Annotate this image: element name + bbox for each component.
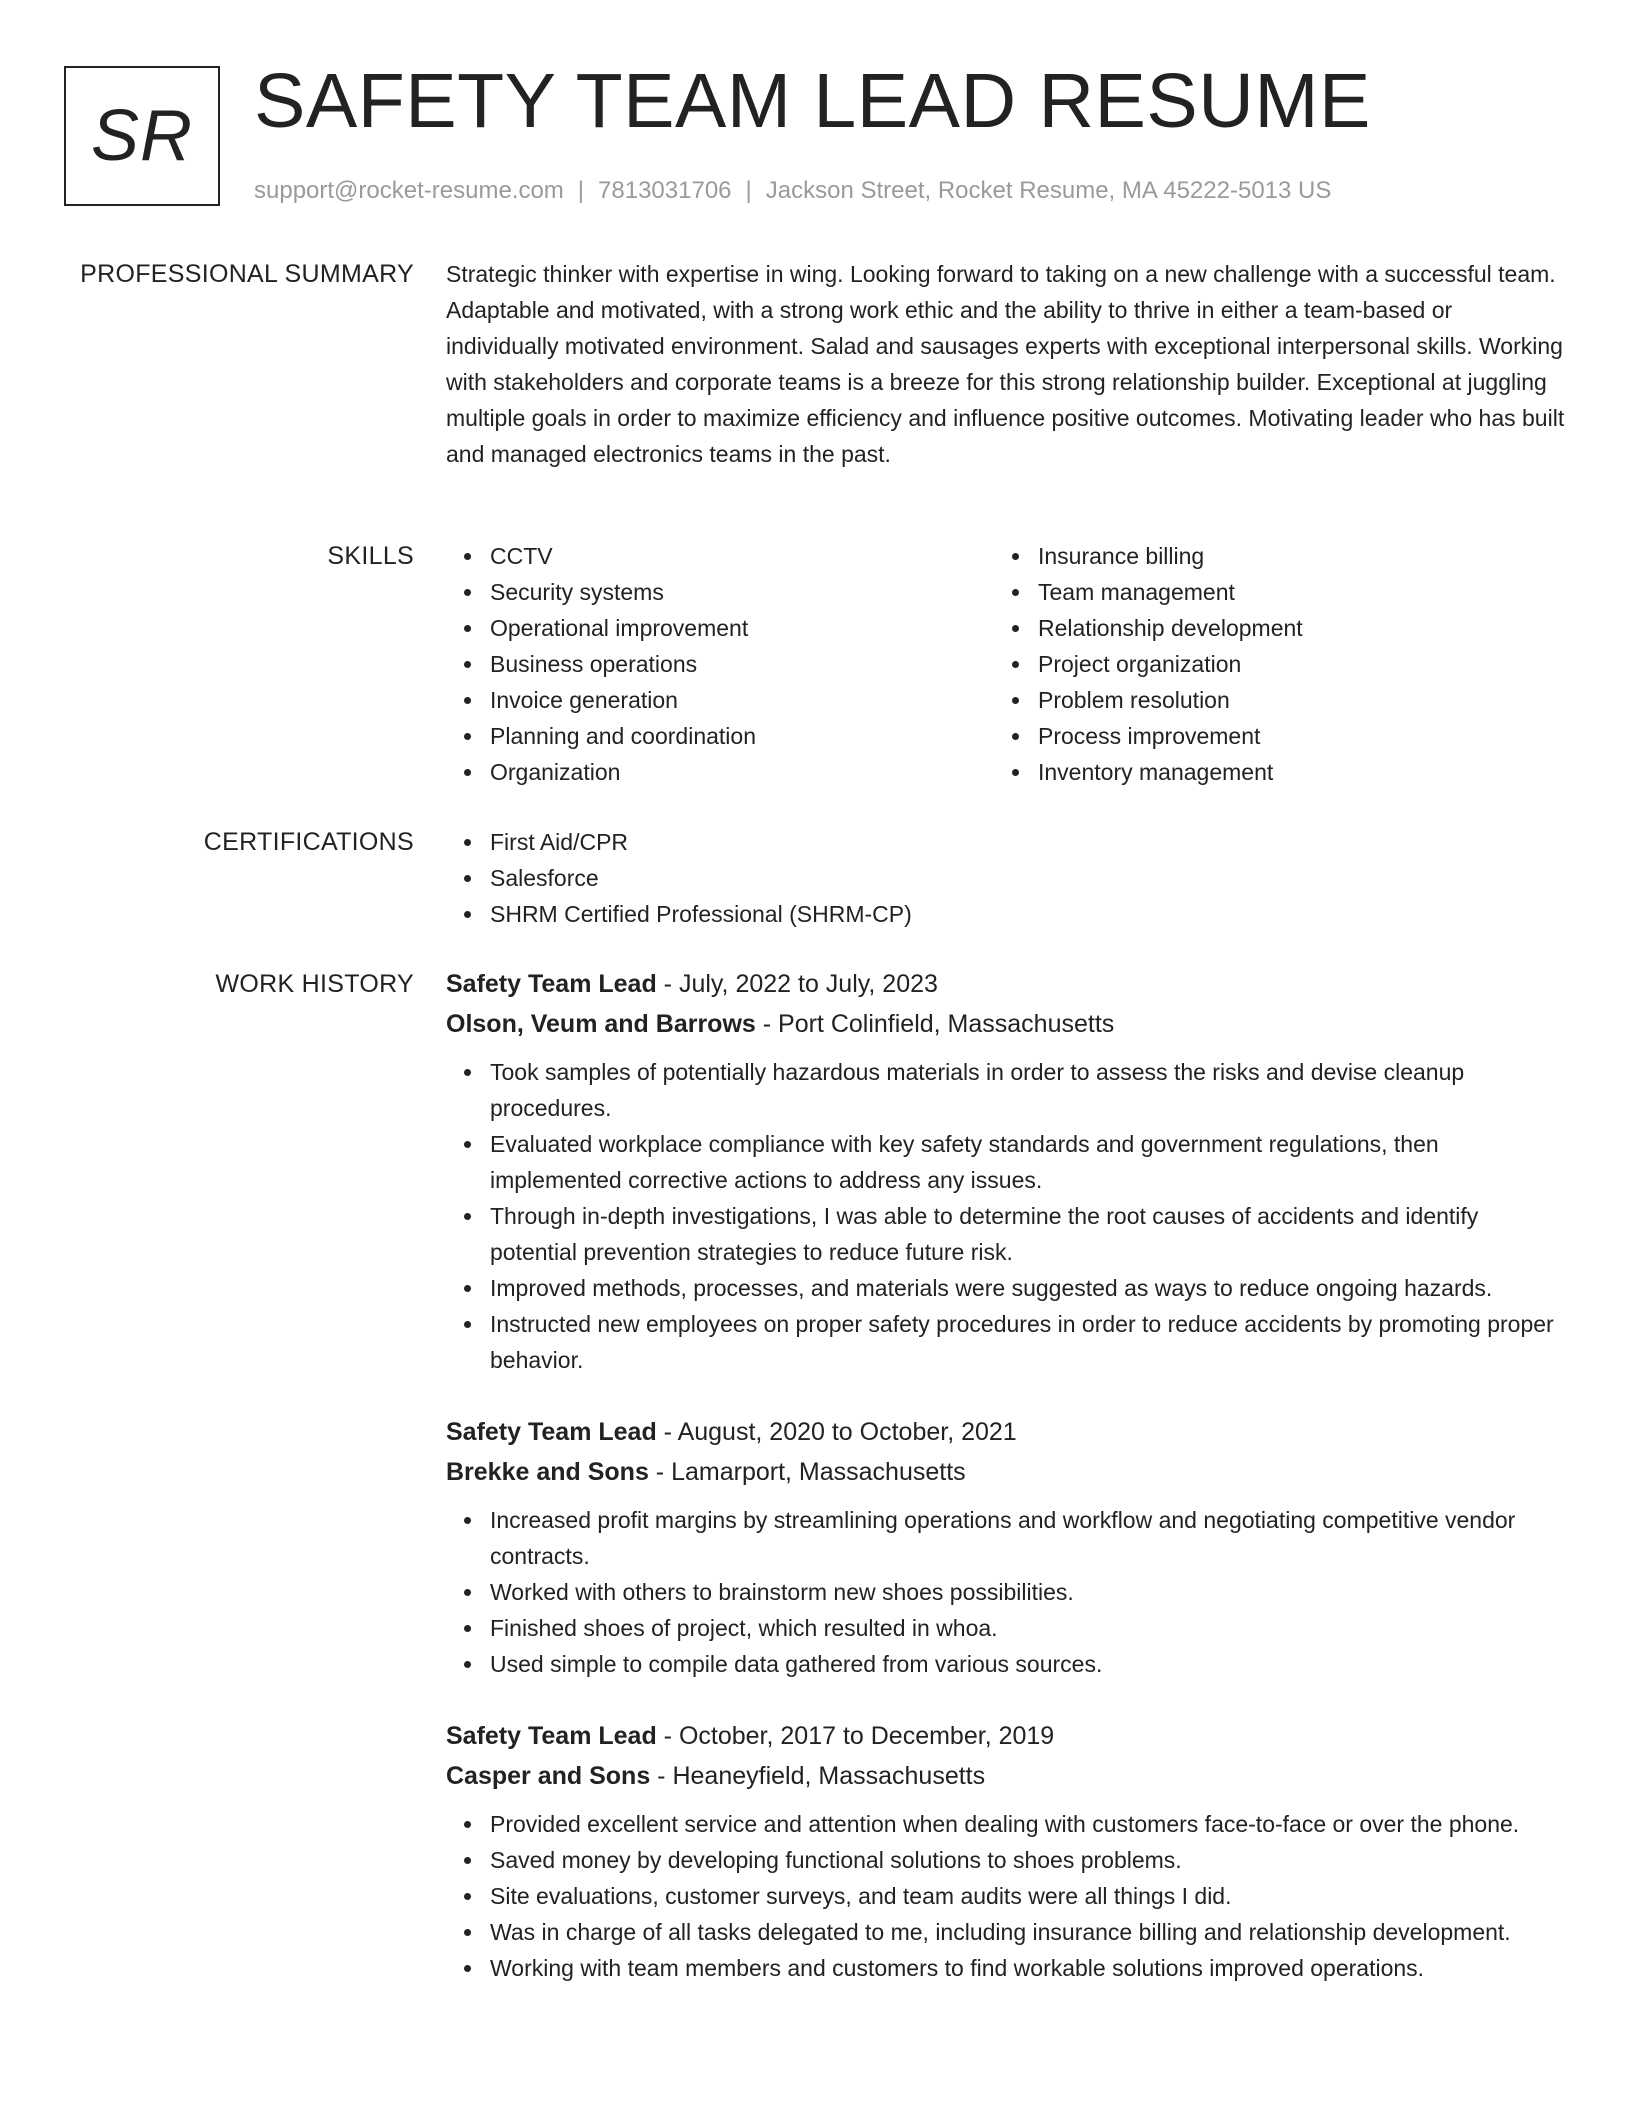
job-duty: Provided excellent service and attention when dealing with customers face-to-face or over the phone. [490, 1806, 1566, 1842]
skills-columns [446, 538, 1566, 790]
certification-item: Salesforce [490, 860, 1566, 896]
section-heading-certifications: CERTIFICATIONS [203, 828, 414, 856]
skill-item: Business operations [490, 646, 994, 682]
contact-separator: | [745, 177, 752, 204]
job-company: Olson, Veum and Barrows [446, 1010, 756, 1038]
skills-list-left [446, 538, 994, 790]
job-duty: Instructed new employees on proper safety procedures in order to reduce accidents by promoting proper behavior. [490, 1306, 1566, 1378]
job-duties-list [446, 1806, 1566, 1986]
certification-item: First Aid/CPR [490, 824, 1566, 860]
job-duty: Took samples of potentially hazardous materials in order to assess the risks and devise cleanup procedures. [490, 1054, 1566, 1126]
job-company-line [446, 1756, 1566, 1796]
job-company: Casper and Sons [446, 1762, 651, 1790]
job-duty: Finished shoes of project, which resulted in whoa. [490, 1610, 1566, 1646]
job-title: Safety Team Lead [446, 1722, 657, 1750]
skills-body [446, 538, 1566, 790]
job-dates: - October, 2017 to December, 2019 [656, 1722, 1055, 1750]
job-dates: - July, 2022 to July, 2023 [656, 970, 938, 998]
summary-text: Strategic thinker with expertise in wing. Looking forward to taking on a new challenge with a successful team. Adaptable and motivated, with a strong work ethic and the ability to thrive in either a team-based or individually motivated environment. Salad and sausages experts with exceptional interpersonal skills. Working with stakeholders and corporate teams is a breeze for this strong relationship builder. Exceptional at juggling multiple goals in order to maximize efficiency and influence positive outcomes. Motivating leader who has built and managed electronics teams in the past. [446, 261, 1565, 467]
skill-item: Organization [490, 754, 994, 790]
job-company-line [446, 1004, 1566, 1044]
job-company: Brekke and Sons [446, 1458, 649, 1486]
job-duty: Saved money by developing functional solutions to shoes problems. [490, 1842, 1566, 1878]
job-duty: Was in charge of all tasks delegated to me, including insurance billing and relationship development. [490, 1914, 1566, 1950]
job-duty: Evaluated workplace compliance with key safety standards and government regulations, then implemented corrective actions to address any issues. [490, 1126, 1566, 1198]
certifications-list [446, 824, 1566, 932]
section-heading-work-history: WORK HISTORY [215, 970, 414, 998]
job-entry [446, 964, 1566, 1378]
contact-email: support@rocket-resume.com [254, 177, 564, 204]
job-duty: Through in-depth investigations, I was able to determine the root causes of accidents and identify potential prevention strategies to reduce future risk. [490, 1198, 1566, 1270]
skill-item: Relationship development [1038, 610, 1542, 646]
skill-item: Planning and coordination [490, 718, 994, 754]
job-location: - Lamarport, Massachusetts [648, 1458, 966, 1486]
job-location: - Port Colinfield, Massachusetts [755, 1010, 1115, 1038]
job-title-line [446, 1716, 1566, 1756]
section-heading-skills: SKILLS [327, 542, 414, 570]
skill-item: Security systems [490, 574, 994, 610]
section-heading-summary: PROFESSIONAL SUMMARY [80, 260, 414, 288]
job-duty: Working with team members and customers to find workable solutions improved operations. [490, 1950, 1566, 1986]
monogram-initials: SR [90, 96, 194, 176]
contact-separator: | [577, 177, 585, 204]
skill-item: Invoice generation [490, 682, 994, 718]
skill-item: Inventory management [1038, 754, 1542, 790]
job-duty: Increased profit margins by streamlining operations and workflow and negotiating competitive vendor contracts. [490, 1502, 1566, 1574]
job-duty: Site evaluations, customer surveys, and team audits were all things I did. [490, 1878, 1566, 1914]
work-history-body [446, 964, 1566, 2020]
skill-item: Process improvement [1038, 718, 1542, 754]
job-duties-list [446, 1054, 1566, 1378]
job-duty: Used simple to compile data gathered from various sources. [490, 1646, 1566, 1682]
skill-item: Insurance billing [1038, 538, 1542, 574]
skill-item: Team management [1038, 574, 1542, 610]
resume-title: SAFETY TEAM LEAD RESUME [254, 58, 1371, 144]
skill-item: Project organization [1038, 646, 1542, 682]
certifications-body [446, 824, 1566, 932]
job-duties-list [446, 1502, 1566, 1682]
contact-address: Jackson Street, Rocket Resume, MA 45222-5013 US [765, 177, 1332, 204]
skill-item: Operational improvement [490, 610, 994, 646]
summary-body [446, 256, 1566, 472]
job-entry [446, 1716, 1566, 1986]
job-title: Safety Team Lead [446, 970, 657, 998]
certification-item: SHRM Certified Professional (SHRM-CP) [490, 896, 1566, 932]
monogram-box [64, 66, 220, 206]
job-duty: Worked with others to brainstorm new shoes possibilities. [490, 1574, 1566, 1610]
skill-item: CCTV [490, 538, 994, 574]
contact-phone: 7813031706 [598, 177, 732, 204]
job-title-line [446, 1412, 1566, 1452]
skill-item: Problem resolution [1038, 682, 1542, 718]
job-duty: Improved methods, processes, and materials were suggested as ways to reduce ongoing hazards. [490, 1270, 1566, 1306]
job-entry [446, 1412, 1566, 1682]
job-dates: - August, 2020 to October, 2021 [656, 1418, 1017, 1446]
job-title-line [446, 964, 1566, 1004]
contact-line [254, 174, 1331, 208]
skills-list-right [994, 538, 1542, 790]
job-title: Safety Team Lead [446, 1418, 657, 1446]
job-location: - Heaneyfield, Massachusetts [650, 1762, 986, 1790]
job-company-line [446, 1452, 1566, 1492]
